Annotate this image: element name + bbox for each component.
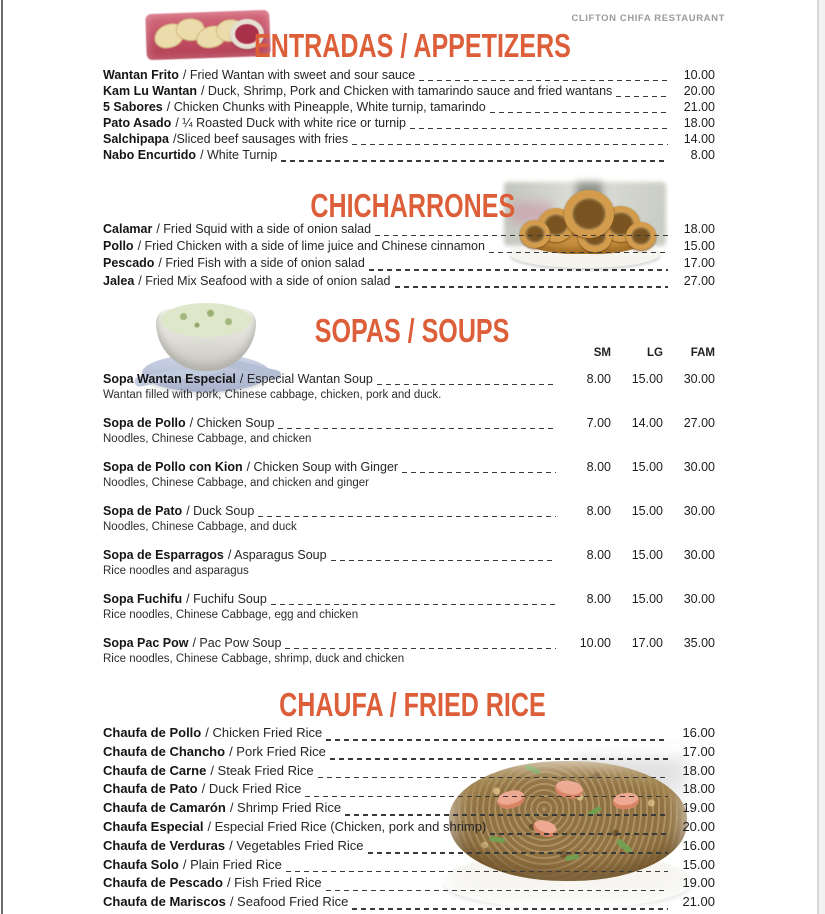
soup-item [103,636,715,666]
soup-item [103,548,715,578]
item-note: Noodles, Chinese Cabbage, and chicken and ginger [103,477,369,490]
menu-item-row [103,116,715,132]
menu-item-row [103,68,715,84]
dotted-leader [278,428,556,430]
dotted-leader [616,96,668,98]
dotted-leader [326,739,668,741]
item-name: Nabo Encurtido [103,148,197,163]
item-price: 8.00 [690,148,715,163]
item-name: Pescado [103,256,155,271]
menu-item-row [103,636,715,652]
item-price-sm: 8.00 [586,592,611,606]
item-price-lg: 15.00 [631,592,663,606]
item-description: / White Turnip [200,148,278,163]
item-description: / Especial Wantan Soup [239,372,373,386]
soup-item [103,416,715,446]
item-name: Chaufa de Verduras [103,837,226,853]
menu-item-row [103,744,715,763]
dotted-leader [330,758,668,760]
menu-item-row [103,504,715,520]
menu-item-row [103,875,715,894]
item-note: Rice noodles, Chinese Cabbage, egg and chicken [103,609,359,622]
menu-item-row [103,274,715,291]
dotted-leader [331,560,556,562]
menu-item-row [103,725,715,744]
menu-item-row [103,800,715,819]
menu-item-row [103,222,715,239]
size-column-sm: SM [593,347,611,359]
item-name: Chaufa Especial [103,818,204,834]
item-price-fam: 30.00 [683,592,715,606]
item-price-fam: 30.00 [683,372,715,386]
item-description: / Fried Squid with a side of onion salad [156,222,372,236]
item-description: / Fried Fish with a side of onion salad [158,256,365,271]
item-price: 19.00 [682,875,715,891]
item-price-sm: 8.00 [586,504,611,518]
item-price-sm: 8.00 [586,460,611,474]
item-name: Pato Asado [103,116,172,131]
section-heading-entradas: ENTRADAS / APPETIZERS [254,27,571,64]
dotted-leader [419,80,668,82]
section-heading-chicharrones: CHICHARRONES [310,187,515,224]
dotted-leader [410,128,668,130]
dotted-leader [377,384,556,386]
item-price: 16.00 [682,725,715,740]
size-column-fam: FAM [690,347,715,359]
dotted-leader [402,472,556,474]
dotted-leader [369,269,668,271]
item-name: Chaufa de Pato [103,781,198,797]
chicharrones-items [103,222,715,291]
menu-item-row [103,416,715,432]
soup-item [103,504,715,534]
item-name: Pollo [103,239,134,254]
menu-item-row [103,857,715,876]
item-price: 15.00 [683,239,715,254]
item-name: Chaufa de Camarón [103,800,226,816]
menu-item-row [103,132,715,148]
dotted-leader [326,890,668,892]
item-name: Chaufa de Pollo [103,725,202,740]
item-name: Chaufa de Mariscos [103,894,226,910]
item-price: 14.00 [683,132,715,147]
item-price: 18.00 [683,222,715,236]
item-name: Wantan Frito [103,68,179,82]
item-price-fam: 30.00 [683,460,715,474]
chaufa-items [103,725,715,913]
item-description: / Pac Pow Soup [192,636,282,650]
item-price: 27.00 [683,273,715,288]
menu-item-row [103,763,715,782]
item-price: 16.00 [682,837,715,853]
sopas-items [103,372,715,680]
dotted-leader [318,777,668,779]
item-description: /Sliced beef sausages with fries [173,132,349,147]
item-description: / Especial Fried Rice (Chicken, pork and shrimp) [207,818,487,834]
menu-item-row [103,148,715,164]
item-price-lg: 15.00 [631,372,663,386]
item-description: / Steak Fried Rice [210,762,314,778]
item-description: / Duck Fried Rice [201,781,302,797]
item-price-sm: 7.00 [586,416,611,430]
dotted-leader [352,908,668,910]
item-name: Chaufa de Pescado [103,875,223,891]
item-note: Wantan filled with pork, Chinese cabbage, chicken, pork and duck. [103,389,442,402]
item-price-lg: 17.00 [631,636,663,650]
dotted-leader [286,871,668,873]
menu-item-row [103,819,715,838]
menu-item-row [103,592,715,608]
item-description: / ¼ Roasted Duck with white rice or turnip [175,116,406,131]
dotted-leader [490,833,668,835]
item-price-sm: 10.00 [579,636,611,650]
item-name: Sopa de Pato [103,504,183,518]
section-heading-chaufa: CHAUFA / FRIED RICE [279,686,546,723]
item-note: Noodles, Chinese Cabbage, and duck [103,521,297,534]
page-left-border [1,0,3,914]
item-price: 18.00 [682,781,715,797]
page-right-margin [819,0,825,914]
item-price: 18.00 [683,116,715,131]
item-price-fam: 35.00 [683,636,715,650]
item-name: Jalea [103,273,135,288]
item-description: / Asparagus Soup [227,548,327,562]
item-price-lg: 15.00 [631,548,663,562]
item-description: / Chicken Chunks with Pineapple, White turnip, tamarindo [166,100,486,115]
menu-item-row [103,781,715,800]
dotted-leader [395,286,668,288]
dotted-leader [281,160,668,162]
menu-item-row [103,838,715,857]
dotted-leader [368,852,668,854]
item-name: Calamar [103,222,153,236]
item-description: / Fried Wantan with sweet and sour sauce [182,68,416,82]
soup-item [103,460,715,490]
soup-item [103,592,715,622]
item-description: / Chicken Soup [189,416,275,430]
item-description: / Fried Mix Seafood with a side of onion salad [138,273,391,288]
dotted-leader [490,112,668,114]
item-price-fam: 27.00 [683,416,715,430]
item-name: 5 Sabores [103,100,163,115]
item-description: / Plain Fried Rice [182,856,282,872]
item-name: Sopa Pac Pow [103,636,189,650]
item-description: / Duck, Shrimp, Pork and Chicken with tamarindo sauce and fried wantans [200,84,613,99]
item-price: 21.00 [683,100,715,115]
item-price-sm: 8.00 [586,372,611,386]
item-price: 17.00 [683,256,715,271]
item-price: 21.00 [682,894,715,910]
item-description: / Fuchifu Soup [186,592,267,606]
item-name: Kam Lu Wantan [103,84,197,99]
item-price: 18.00 [682,762,715,778]
item-description: / Pork Fried Rice [229,743,326,759]
dotted-leader [285,648,556,650]
item-name: Sopa Fuchifu [103,592,183,606]
item-price-lg: 15.00 [631,460,663,474]
item-description: / Chicken Soup with Ginger [246,460,399,474]
item-note: Noodles, Chinese Cabbage, and chicken [103,433,312,446]
item-description: / Fish Fried Rice [226,875,322,891]
dotted-leader [345,814,668,816]
item-note: Rice noodles, Chinese Cabbage, shrimp, duck and chicken [103,653,405,666]
dotted-leader [305,796,668,798]
menu-item-row [103,84,715,100]
restaurant-name: CLIFTON CHIFA RESTAURANT [571,13,725,24]
menu-item-row [103,548,715,564]
dotted-leader [489,252,668,254]
item-description: / Vegetables Fried Rice [229,837,364,853]
item-price-sm: 8.00 [586,548,611,562]
item-price-fam: 30.00 [683,504,715,518]
soup-size-columns [103,347,715,359]
item-price-lg: 15.00 [631,504,663,518]
menu-item-row [103,239,715,256]
item-name: Sopa de Pollo [103,416,186,430]
size-column-lg: LG [647,347,663,359]
menu-item-row [103,460,715,476]
soup-item [103,372,715,402]
dotted-leader [258,516,556,518]
dotted-leader [352,144,668,146]
item-description: / Duck Soup [186,504,255,518]
item-description: / Shrimp Fried Rice [229,800,342,816]
item-description: / Seafood Fried Rice [229,894,349,910]
item-name: Sopa de Esparragos [103,548,224,562]
item-price: 17.00 [682,743,715,759]
item-price: 10.00 [683,68,715,82]
dotted-leader [271,604,556,606]
item-note: Rice noodles and asparagus [103,565,249,578]
menu-item-row [103,894,715,913]
item-price: 15.00 [682,856,715,872]
item-name: Chaufa Solo [103,856,179,872]
item-price-fam: 30.00 [683,548,715,562]
item-name: Sopa de Pollo con Kion [103,460,243,474]
item-price-lg: 14.00 [631,416,663,430]
menu-item-row [103,256,715,273]
item-description: / Chicken Fried Rice [205,725,323,740]
item-price: 19.00 [682,800,715,816]
item-name: Chaufa de Chancho [103,743,226,759]
dotted-leader [375,235,668,237]
item-name: Sopa Wantan Especial [103,372,236,386]
item-name: Salchipapa [103,132,169,147]
section-heading-sopas: SOPAS / SOUPS [315,312,510,349]
item-price: 20.00 [683,84,715,99]
entradas-items [103,68,715,165]
item-name: Chaufa de Carne [103,762,207,778]
item-price: 20.00 [682,818,715,834]
menu-item-row [103,100,715,116]
menu-item-row [103,372,715,388]
item-description: / Fried Chicken with a side of lime juice and Chinese cinnamon [137,239,485,254]
